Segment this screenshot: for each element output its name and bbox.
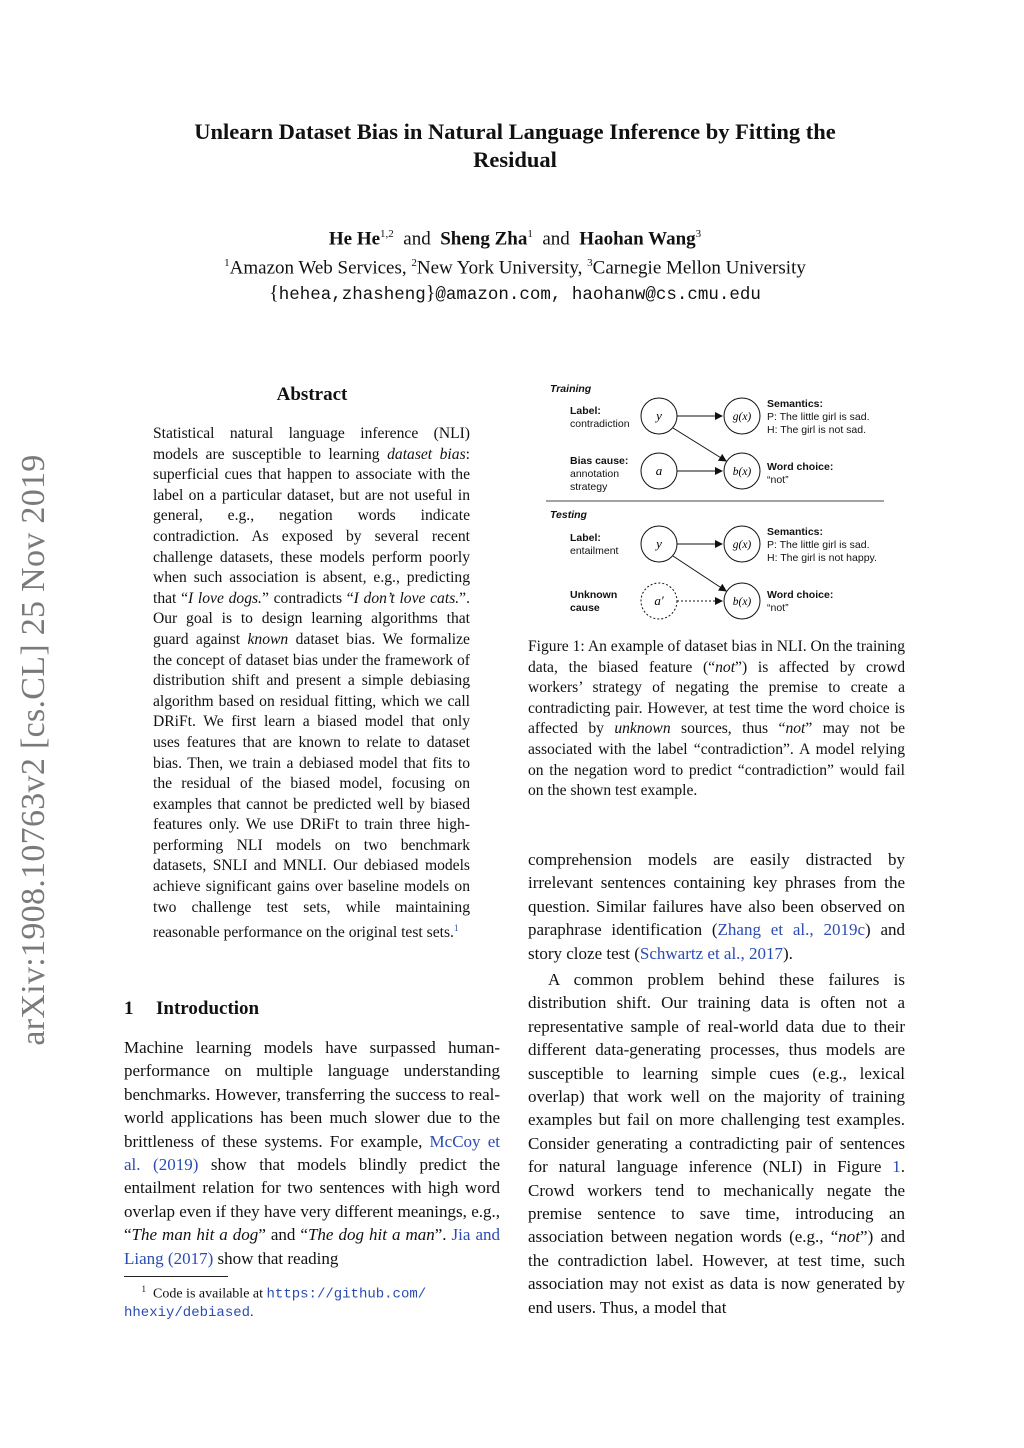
author-separator: and xyxy=(403,228,431,250)
svg-text:b(x): b(x) xyxy=(732,466,752,478)
abstract-body: Statistical natural language inference (NLI) models are susceptible to learning dataset bias: superficial cues that happen to associate with the label on a particular dataset, but are not useful in general, e.g., negation words indicate contradiction. As exposed by several recent challenge datasets, these models perform poorly when such association is absent, e.g., predicting that “I love dogs.” contradicts “I don’t love cats.”. Our goal is to design learning algorithms that guard against known dataset bias. We formalize the concept of dataset bias under the framework of distribution shift and present a simple debiasing algorithm based on residual fitting, which we call DRiFt. We first learn a biased model that only uses features that are known to relate to dataset bias. Then, we train a debiased model that fits to the residual of the biased model, focusing on examples that cannot be predicted well by biased features only. We use DRiFt to train three high-performing NLI models on two benchmark datasets, SNLI and MNLI. Our debiased models achieve significant gains over baseline models on two challenge test sets, while maintaining reasonable performance on the original test sets.$^1$ xyxy=(153,425,470,942)
citation-zhang[interactable]: Zhang et al., 2019c xyxy=(717,920,865,940)
figure-1-diagram xyxy=(540,380,900,620)
svg-text:y: y xyxy=(656,536,662,551)
svg-text:a′: a′ xyxy=(654,593,664,608)
bias-cause-value-2: strategy xyxy=(570,481,608,493)
test-word-choice-value: “not” xyxy=(767,602,789,614)
author-2: Sheng Zha xyxy=(440,228,528,250)
svg-text:g(x): g(x) xyxy=(732,539,752,551)
test-label-value: entailment xyxy=(570,545,619,557)
svg-text:b(x): b(x) xyxy=(732,596,752,608)
author-1: He He xyxy=(328,228,381,250)
section-heading-introduction xyxy=(124,998,259,1020)
arxiv-id: arXiv:1908.10763v2 [cs.CL] 25 Nov 2019 xyxy=(15,454,52,1046)
paper-title xyxy=(80,118,950,174)
affiliation-amazon: Amazon Web Services, xyxy=(229,257,412,279)
bias-cause-value-1: annotation xyxy=(570,468,620,480)
figure-1-caption: Figure 1: An example of dataset bias in NLI. On the training data, the biased feature (“not”) is affected by crowd workers’ strategy of negating the premise to create a contradicting pair. However, at test time the word choice is affected by unknown sources, thus “not” may not be associated with the label “contradiction”. A model relying on the negation word to predict “contradiction” would fail on the shown test example. xyxy=(528,638,906,800)
svg-text:a: a xyxy=(655,463,663,478)
author-block xyxy=(80,222,950,307)
citation-jia-liang[interactable]: Jia and Liang (2017) xyxy=(124,1225,500,1268)
train-label-value: contradiction xyxy=(570,418,630,430)
arxiv-stamp xyxy=(4,440,64,1060)
bias-cause-head: Bias cause: xyxy=(570,455,629,467)
right-paragraph-1: comprehension models are easily distracted by irrelevant sentences containing key phrases from the question. Similar failures have also been observed on paraphrase identification (Zhang et al., 2019c) and story cloze test (Schwartz et al., 2017). xyxy=(528,850,906,963)
train-hypothesis: H: The girl is not sad. xyxy=(767,424,867,436)
author-names: He He$^{1,2}$ and Sheng Zha$^1$ and Haohan Wang$^3$ xyxy=(328,228,702,250)
test-label-head: Label: xyxy=(570,532,601,544)
footnote: $^1$ Code is available at https://github.com/ hhexiy/debiased. xyxy=(124,1284,427,1321)
train-label-head: Label: xyxy=(570,405,601,417)
section-number: 1 xyxy=(124,998,134,1019)
title-line-1: Unlearn Dataset Bias in Natural Language Inference by Fitting the xyxy=(194,119,836,144)
unknown-cause-2: cause xyxy=(570,602,600,614)
right-paragraph-2: A common problem behind these failures is distribution shift. Our training data is often not a representative sample of real-world data due to their different data-generating processes, thus models are susceptible to learning simple cues (e.g., lexical overlap) that work well on the majority of training examples but fail on more challenging test examples. Consider generating a contradicting pair of sentences for natural language inference (NLI) in Figure 1. Crowd workers tend to mechanically negate the premise sentence to save time, introducing an association between negation words (e.g., “not”) and the contradiction label. However, at test time, such association may not exist as data is now generated by end users. Thus, a model that xyxy=(528,970,905,1317)
code-url[interactable]: https://github.com/ hhexiy/debiased xyxy=(124,1286,427,1321)
train-word-choice-head: Word choice: xyxy=(767,461,834,473)
footnote-marker[interactable]: 1 xyxy=(453,923,459,934)
citation-schwartz[interactable]: Schwartz et al., 2017 xyxy=(639,943,783,963)
intro-paragraph: Machine learning models have surpassed human-performance on multiple language understanding benchmarks. However, transferring the success to real-world applications has been much slower due to the brittleness of these systems. For example, McCoy et al. (2019) show that models blindly predict the entailment relation for two sentences with high word overlap even if they have very different meanings, e.g., “The man hit a dog” and “The dog hit a man”. Jia and Liang (2017) show that reading xyxy=(124,1038,500,1268)
train-semantics-head: Semantics: xyxy=(767,398,824,410)
train-premise: P: The little girl is sad. xyxy=(767,411,870,423)
abstract-heading: Abstract xyxy=(276,384,348,405)
testing-label: Testing xyxy=(550,509,587,521)
train-word-choice-value: “not” xyxy=(767,474,789,486)
affiliation-nyu: New York University, xyxy=(416,257,588,279)
author-emails[interactable]: {hehea,zhasheng}@amazon.com, haohanw@cs.cmu.edu xyxy=(269,281,761,305)
author-separator: and xyxy=(542,228,570,250)
svg-text:g(x): g(x) xyxy=(732,411,752,423)
figure-reference[interactable]: 1 xyxy=(892,1157,901,1177)
test-word-choice-head: Word choice: xyxy=(767,589,834,601)
citation-mccoy[interactable]: McCoy et al. (2019) xyxy=(124,1131,500,1175)
affiliation-cmu: Carnegie Mellon University xyxy=(592,257,806,279)
svg-text:y: y xyxy=(656,408,662,423)
test-semantics-head: Semantics: xyxy=(767,526,824,538)
test-premise: P: The little girl is sad. xyxy=(767,539,870,551)
training-label: Training xyxy=(550,383,592,395)
author-3: Haohan Wang xyxy=(579,228,696,250)
affiliations: $^1$Amazon Web Services, $^2$New York University, $^3$Carnegie Mellon University xyxy=(224,257,806,279)
footnote-divider xyxy=(124,1276,228,1277)
section-title: Introduction xyxy=(156,998,260,1019)
title-line-2: Residual xyxy=(473,147,557,172)
test-hypothesis: H: The girl is not happy. xyxy=(767,552,877,564)
unknown-cause-1: Unknown xyxy=(570,589,618,601)
